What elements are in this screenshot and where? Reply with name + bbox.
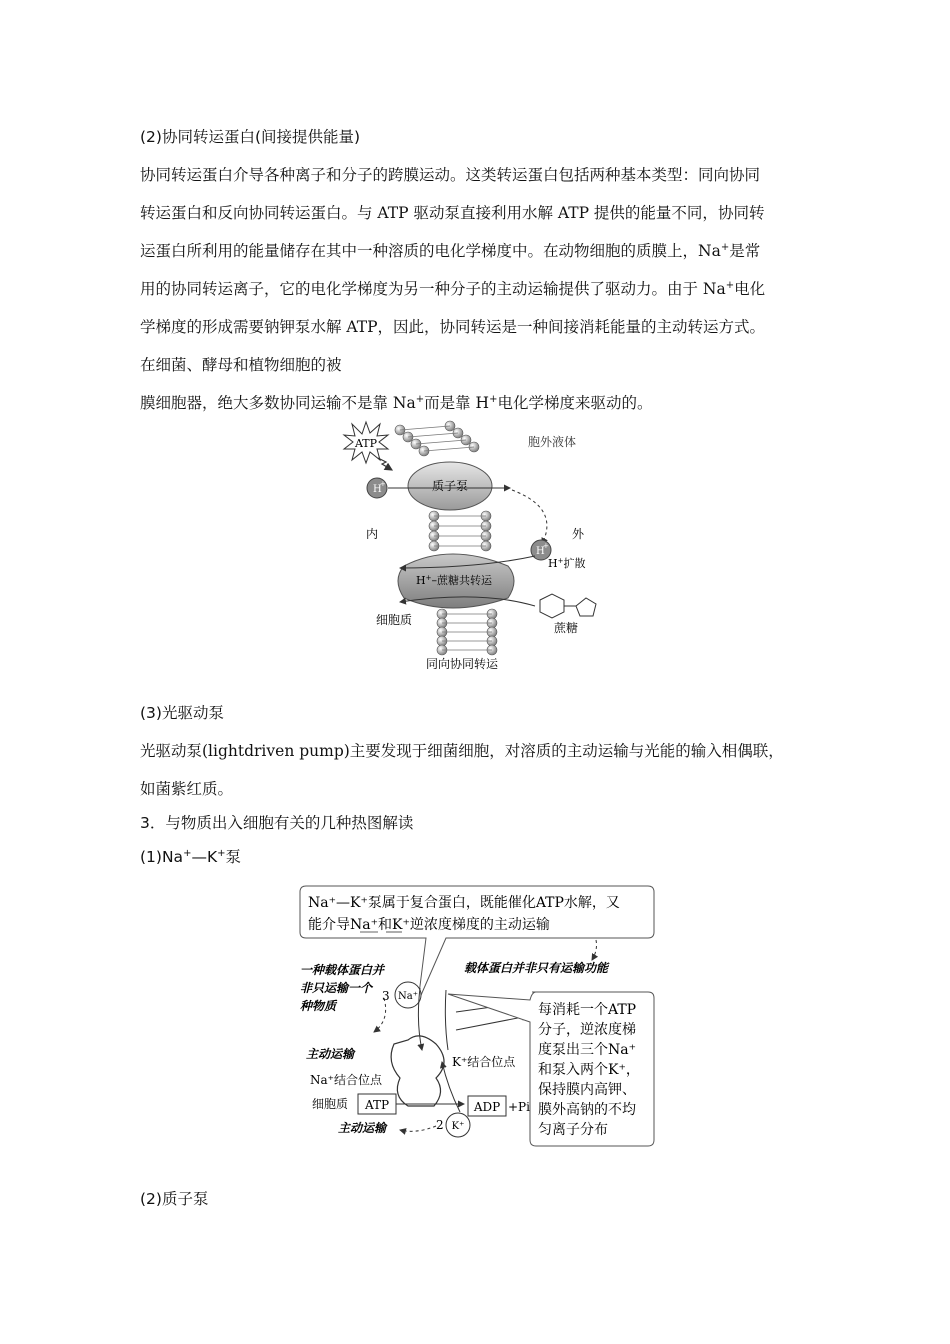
atp-label: ATP <box>354 437 378 450</box>
k-binding-site-label: K⁺结合位点 <box>452 1055 516 1069</box>
handwritten-note: 种物质 <box>300 999 337 1013</box>
section-heading: (3)光驱动泵 <box>140 704 224 722</box>
svg-text:+: + <box>380 480 386 488</box>
svg-text:3: 3 <box>382 989 390 1003</box>
pump-protein <box>391 1036 444 1106</box>
paragraph-line: 转运蛋白和反向协同转运蛋白。与 ATP 驱动泵直接利用水解 ATP 提供的能量不同，协同转 <box>140 204 765 222</box>
svg-text:H: H <box>536 546 545 557</box>
outside-label: 外 <box>572 527 585 541</box>
pi-label: +Pi <box>508 1100 530 1114</box>
subsection-heading: (1)Na+—K+泵 <box>140 848 242 866</box>
handwritten-note: 主动运输 <box>338 1121 387 1135</box>
section-heading: (2)协同转运蛋白(间接提供能量) <box>140 128 361 146</box>
extracellular-label: 胞外液体 <box>528 435 577 449</box>
paragraph-line: 膜细胞器，绝大多数协同运输不是靠 Na+而是靠 H+电化学梯度来驱动的。 <box>140 394 653 412</box>
handwritten-note: 载体蛋白并非只有运输功能 <box>464 961 609 975</box>
proton-pump-label: 质子泵 <box>431 479 469 493</box>
cytoplasm-label: 细胞质 <box>312 1097 349 1111</box>
sucrose-molecule <box>540 594 596 618</box>
svg-text:匀离子分布: 匀离子分布 <box>538 1122 608 1138</box>
handwritten-note: 非只运输一个 <box>300 981 373 995</box>
section-light-pump <box>140 694 812 808</box>
sucrose-label: 蔗糖 <box>554 621 579 635</box>
svg-text:ATP: ATP <box>364 1098 390 1112</box>
subsection-heading: (2)质子泵 <box>140 1190 209 1208</box>
svg-text:分子，逆浓度梯: 分子，逆浓度梯 <box>538 1022 636 1038</box>
svg-text:保持膜内高钾、: 保持膜内高钾、 <box>538 1082 636 1098</box>
item-heading: 3．与物质出入细胞有关的几种热图解读 <box>140 814 414 832</box>
na-binding-site-label: Na⁺结合位点 <box>310 1073 382 1087</box>
handwritten-note: 主动运输 <box>306 1047 355 1061</box>
svg-text:膜外高钠的不均: 膜外高钠的不均 <box>538 1102 636 1118</box>
h-diffusion-label: H+扩散 <box>548 557 586 570</box>
atp-starburst <box>344 422 392 470</box>
paragraph-line: 光驱动泵(lightdriven pump)主要发现于细菌细胞，对溶质的主动运输与光能的输入相偶联， <box>140 742 784 760</box>
callout-line: Na⁺—K⁺泵属于复合蛋白，既能催化ATP水解，又 <box>308 895 620 911</box>
svg-text:+: + <box>543 542 549 550</box>
figure-caption: 同向协同转运 <box>425 657 499 671</box>
paragraph-line: 运蛋白所利用的能量储存在其中一种溶质的电化学梯度中。在动物细胞的质膜上，Na+是常 <box>140 242 761 260</box>
symporter-label: H+–蔗糖共转运 <box>416 574 492 587</box>
paragraph-line: 在细菌、酵母和植物细胞的被 <box>140 356 342 374</box>
handwritten-note: 一种载体蛋白并 <box>300 963 385 977</box>
paragraph-line: 用的协同转运离子，它的电化学梯度为另一种分子的主动运输提供了驱动力。由于 Na+电化 <box>140 280 766 298</box>
svg-text:K⁺: K⁺ <box>451 1121 465 1132</box>
svg-text:度泵出三个Na⁺: 度泵出三个Na⁺ <box>538 1042 636 1058</box>
paragraph-line: 如菌紫红质。 <box>140 780 234 798</box>
svg-text:每消耗一个ATP: 每消耗一个ATP <box>538 1002 637 1018</box>
paragraph-line: 协同转运蛋白介导各种离子和分子的跨膜运动。这类转运蛋白包括两种基本类型：同向协同 <box>140 166 761 184</box>
cytoplasm-label: 细胞质 <box>376 613 413 627</box>
callout-line: 能介导Na⁺和K⁺逆浓度梯度的主动运输 <box>308 917 550 933</box>
na-k-pump-diagram <box>296 882 660 1150</box>
section-co-transport <box>140 118 812 422</box>
paragraph-line: 学梯度的形成需要钠钾泵水解 ATP，因此，协同转运是一种间接消耗能量的主动转运方式。 <box>140 318 766 336</box>
svg-text:H: H <box>373 484 382 495</box>
svg-text:2: 2 <box>436 1118 444 1132</box>
svg-text:Na⁺: Na⁺ <box>398 991 418 1002</box>
svg-text:和泵入两个K⁺，: 和泵入两个K⁺， <box>538 1062 640 1078</box>
inside-label: 内 <box>366 527 379 541</box>
symport-diagram <box>330 418 630 682</box>
svg-text:ADP: ADP <box>473 1100 501 1114</box>
